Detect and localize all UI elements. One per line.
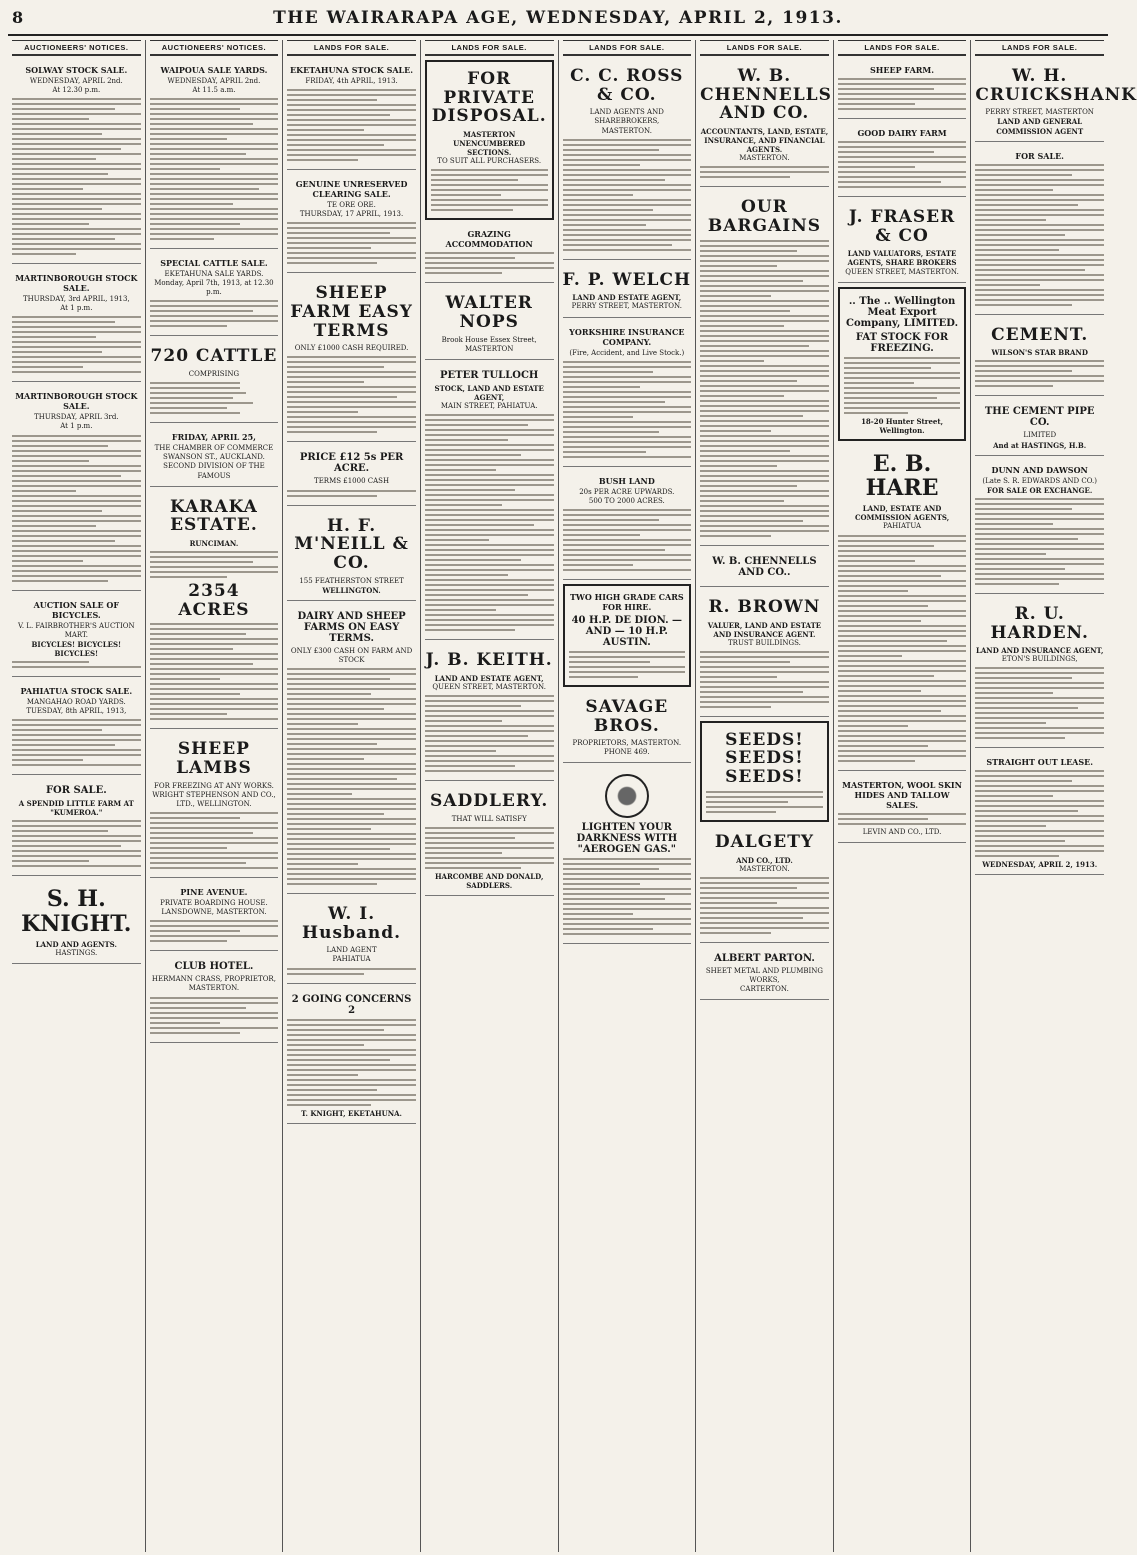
body-text-placeholder (563, 509, 692, 571)
ad-title: SAVAGE BROS. (585, 696, 669, 736)
body-text-placeholder (150, 98, 279, 240)
ad-title: 720 CATTLE (150, 346, 278, 367)
ad-good-dairy-farm (838, 123, 967, 197)
ad-subtitle: THURSDAY, APRIL 3rd. (34, 413, 119, 422)
ad-subtitle: RUNCIMAN. (189, 539, 239, 548)
body-text-placeholder (287, 222, 416, 264)
ad-subtitle: SHEET METAL AND PLUMBING WORKS, (705, 966, 824, 984)
ad-subtitle: FOR FREEZING AT ANY WORKS. (154, 781, 274, 790)
ad-title: SHEEP FARM EASY TERMS (290, 283, 413, 341)
body-text-placeholder (12, 316, 141, 373)
ad-subtitle: AND CO., LTD. (736, 855, 793, 865)
ad-title: W. I. Husband. (302, 903, 402, 943)
ad-our-bargains (700, 191, 829, 545)
ad-seeds (700, 721, 829, 822)
body-text-placeholder (287, 668, 416, 885)
body-text-placeholder (12, 98, 141, 255)
ad-time: QUEEN STREET, MASTERTON. (845, 267, 959, 276)
body-text-placeholder (150, 920, 279, 942)
ad-cruickshank (975, 60, 1137, 142)
ad-eketahuna-stock (287, 60, 416, 170)
column-header: LANDS FOR SALE. (563, 40, 692, 56)
ad-title: GENUINE UNRESERVED CLEARING SALE. (295, 179, 408, 200)
ad-subtitle: (Late S. R. EDWARDS AND CO.) (982, 476, 1097, 485)
ad-title: SHEEP LAMBS (176, 739, 252, 779)
column-2 (146, 40, 284, 1552)
masthead (8, 8, 1108, 36)
ad-time: And at HASTINGS, H.B. (993, 440, 1087, 450)
ad-time: PAHIATUA (883, 522, 922, 531)
ad-title: CLUB HOTEL. (174, 961, 254, 973)
ad-signature: LEVIN AND CO., LTD. (862, 827, 942, 836)
body-text-placeholder (975, 667, 1104, 739)
body-text-placeholder (975, 770, 1104, 857)
ad-title: SADDLERY. (430, 791, 549, 812)
body-text-placeholder (975, 360, 1104, 387)
ad-wellington-meat (838, 287, 967, 441)
ad-time: PERRY STREET, MASTERTON. (571, 302, 682, 311)
ad-title: F. P. WELCH (562, 269, 692, 290)
ad-address: 18-20 Hunter Street, Wellington. (861, 416, 944, 435)
body-text-placeholder (563, 139, 692, 251)
ad-subtitle: VALUER, LAND AND ESTATE AND INSURANCE AGENT. (707, 620, 822, 639)
column-6 (696, 40, 834, 1552)
body-text-placeholder (563, 858, 692, 935)
ad-720-cattle (150, 340, 279, 423)
ad-title: .. The .. Wellington Meat Export Company, LIMITED. (846, 295, 959, 329)
ad-hf-mneill (287, 510, 416, 601)
ad-subtitle: PERRY STREET, MASTERTON (985, 108, 1094, 117)
body-text-placeholder (150, 382, 279, 414)
ad-signature: T. KNIGHT, EKETAHUNA. (301, 1108, 402, 1118)
ad-title: WALTER NOPS (445, 293, 533, 333)
body-text-placeholder (838, 813, 967, 825)
body-text-placeholder (12, 719, 141, 766)
ad-time: WRIGHT STEPHENSON AND CO., LTD., WELLINGTON. (152, 790, 276, 809)
ad-subtitle: EKETAHUNA SALE YARDS. (164, 270, 264, 279)
ad-title: W. B. CHENNELLS AND CO.. (712, 555, 817, 578)
ad-title: BUSH LAND (598, 475, 655, 486)
body-text-placeholder (287, 356, 416, 433)
body-text-placeholder (425, 252, 554, 274)
ad-albert-parton (700, 947, 829, 1000)
column-header: AUCTIONEERS' NOTICES. (150, 40, 279, 56)
ad-time: At 11.5 a.m. (192, 86, 236, 95)
body-text-placeholder (700, 877, 829, 934)
column-header: AUCTIONEERS' NOTICES. (12, 40, 141, 56)
ad-aerogen-gas (563, 767, 692, 944)
ad-knight (12, 880, 141, 964)
body-text-placeholder (838, 141, 967, 188)
ad-karaka-estate (150, 491, 279, 730)
ad-subtitle: WEDNESDAY, APRIL 2nd. (167, 77, 261, 85)
ad-grazing (425, 224, 554, 283)
ad-cement-pipe (975, 400, 1104, 455)
ad-husband (287, 898, 416, 984)
ad-title: R. BROWN (708, 596, 821, 617)
ad-subtitle: ACCOUNTANTS, LAND, ESTATE, INSURANCE, AND FINANCIAL AGENTS. (700, 127, 829, 155)
ad-title: PETER TULLOCH (440, 370, 539, 381)
ad-subtitle: TERMS £1000 CASH (314, 477, 390, 486)
ad-title: J. B. KEITH. (425, 650, 553, 671)
body-text-placeholder (425, 414, 554, 631)
body-text-placeholder (12, 820, 141, 867)
ad-subtitle: V. L. FAIRBROTHER'S AUCTION MART. (18, 621, 135, 639)
body-text-placeholder (700, 166, 829, 178)
ad-title: EKETAHUNA STOCK SALE. (290, 65, 414, 75)
ad-acreage: 2354 ACRES (178, 581, 250, 620)
ad-subtitle: LAND AND INSURANCE AGENT, (975, 646, 1104, 656)
ad-title: DALGETY (714, 831, 815, 852)
column-header: LANDS FOR SALE. (838, 40, 967, 56)
ad-subtitle: STOCK, LAND AND ESTATE AGENT, (434, 384, 544, 403)
ad-time: Monday, April 7th, 1913, at 12.30 p.m. (154, 279, 274, 297)
ad-subtitle: WEDNESDAY, APRIL 2nd. (29, 77, 123, 85)
ad-saddlery (425, 785, 554, 896)
ad-title: W. B. CHENNELLS AND CO. (700, 66, 832, 124)
ad-title: 2 GOING CONCERNS 2 (291, 993, 412, 1016)
body-text-placeholder (150, 551, 279, 578)
ad-title: MARTINBOROUGH STOCK SALE. (15, 391, 138, 412)
ad-subtitle: MANGAHAO ROAD YARDS. (26, 697, 126, 706)
ad-title: YORKSHIRE INSURANCE COMPANY. (569, 326, 685, 347)
ad-title: FOR SALE. (45, 785, 107, 797)
column-1 (8, 40, 146, 1552)
ad-price (287, 446, 416, 505)
body-text-placeholder (150, 300, 279, 327)
body-text-placeholder (150, 623, 279, 720)
ad-subtitle: (Fire, Accident, and Live Stock.) (569, 348, 685, 357)
ad-special-cattle (150, 253, 279, 336)
ad-time: SECOND DIVISION OF THE FAMOUS (163, 462, 265, 480)
ad-time: ETON'S BUILDINGS, (1001, 655, 1078, 664)
ad-ru-harden (975, 598, 1104, 749)
ad-sheep-lambs (150, 733, 279, 878)
ad-time: HASTINGS. (55, 948, 98, 957)
ad-title: AUCTION SALE OF BICYCLES. (33, 599, 120, 620)
ad-subtitle: 20s PER ACRE UPWARDS. (579, 487, 675, 496)
ad-title: ALBERT PARTON. (714, 952, 815, 964)
ad-title: GOOD DAIRY FARM (857, 128, 947, 138)
ad-dunn-dawson (975, 460, 1104, 594)
body-text-placeholder (287, 490, 416, 497)
body-text-placeholder (975, 164, 1104, 306)
ad-time: TRUST BUILDINGS. (728, 638, 801, 647)
columns (8, 40, 1137, 1552)
ad-yorkshire (563, 322, 692, 467)
body-text-placeholder (838, 535, 967, 762)
lamp-illustration (605, 774, 649, 818)
ad-time: BICYCLES! BICYCLES! BICYCLES! (31, 639, 122, 658)
ad-title: PAHIATUA STOCK SALE. (20, 685, 133, 696)
column-8 (971, 40, 1137, 1552)
ad-subtitle: 155 FEATHERSTON STREET (299, 576, 404, 585)
ad-title: E. B. HARE (865, 450, 939, 502)
ad-title: PRICE £12 5s PER ACRE. (299, 452, 404, 475)
ad-time: FOR SALE OR EXCHANGE. (987, 485, 1093, 495)
ad-time: At 12.30 p.m. (52, 86, 101, 95)
ad-title: S. H. KNIGHT. (21, 886, 132, 937)
body-text-placeholder (425, 827, 554, 869)
newspaper-title: THE WAIRARAPA AGE, WEDNESDAY, APRIL 2, 1913. (273, 8, 843, 28)
ad-cars-for-hire (563, 584, 692, 687)
column-3 (283, 40, 421, 1552)
ad-title: THE CEMENT PIPE CO. (984, 406, 1095, 429)
ad-subtitle: Brook House Essex Street, (441, 335, 537, 344)
ad-jb-keith (425, 644, 554, 781)
ad-club-hotel (150, 955, 279, 1042)
ad-time: PAHIATUA (332, 955, 371, 964)
ad-title: GRAZING ACCOMMODATION (445, 229, 533, 250)
ad-time: MASTERTON (464, 344, 514, 353)
ad-subtitle: COMPRISING (188, 370, 240, 379)
ad-time: MASTERTON. (739, 864, 790, 873)
ad-martinborough-1 (12, 268, 141, 382)
ad-subtitle: ONLY £1000 CASH REQUIRED. (294, 344, 409, 353)
ad-subtitle: 40 H.P. DE DION. — AND — 10 H.P. AUSTIN. (571, 614, 683, 648)
page-number: 8 (12, 8, 24, 27)
ad-subtitle: HERMANN CRASS, PROPRIETOR, (151, 975, 276, 984)
ad-title: W. H. CRUICKSHANK (975, 66, 1137, 105)
ad-bicycles (12, 595, 141, 677)
ad-time: MASTERTON. (188, 984, 240, 993)
ad-title: SHEEP FARM. (870, 65, 935, 75)
ad-subtitle: A SPENDID LITTLE FARM AT "KUMEROA." (18, 799, 134, 818)
ad-title: DUNN AND DAWSON (991, 464, 1088, 475)
ad-title: LIGHTEN YOUR DARKNESS WITH "AEROGEN GAS." (576, 822, 678, 856)
ad-time: MASTERTON. (739, 154, 790, 163)
ad-subtitle: ONLY £300 CASH ON FARM AND STOCK (290, 646, 413, 664)
ad-straight-lease (975, 752, 1104, 875)
ad-time: THURSDAY, 17 APRIL, 1913. (299, 210, 404, 219)
ad-subtitle: WILSON'S STAR BRAND (991, 348, 1088, 358)
column-5 (559, 40, 697, 1552)
body-text-placeholder (287, 89, 416, 161)
ad-farm-kumeroa (12, 779, 141, 876)
ad-tulloch (425, 364, 554, 640)
ad-savage-bros (563, 691, 692, 764)
ad-title: WAIPOUA SALE YARDS. (160, 65, 268, 75)
column-header: LANDS FOR SALE. (700, 40, 829, 56)
ad-signature: HARCOMBE AND DONALD, SADDLERS. (434, 871, 544, 891)
body-text-placeholder (150, 812, 279, 869)
ad-fp-welch (563, 264, 692, 318)
body-text-placeholder (706, 791, 823, 813)
ad-fraser (838, 201, 967, 283)
ad-date: WEDNESDAY, APRIL 2, 1913. (982, 860, 1098, 870)
ad-subtitle: THURSDAY, 3rd APRIL, 1913, (22, 295, 130, 304)
ad-cc-ross (563, 60, 692, 260)
body-text-placeholder (150, 997, 279, 1034)
ad-time: CARTERTON. (740, 984, 789, 993)
ad-time: TUESDAY, 8th APRIL, 1913, (26, 707, 127, 716)
ad-subtitle: LAND AGENT (326, 946, 377, 955)
ad-subtitle: FRIDAY, 4th APRIL, 1913. (305, 77, 398, 85)
body-text-placeholder (12, 661, 141, 668)
ad-subtitle: PROPRIETORS, MASTERTON. (572, 739, 682, 748)
ad-title: SPECIAL CATTLE SALE. (160, 258, 268, 269)
ad-title: STRAIGHT OUT LEASE. (986, 757, 1094, 768)
body-text-placeholder (12, 435, 141, 582)
ad-title: TWO HIGH GRADE CARS FOR HIRE. (569, 591, 684, 612)
ad-clearing-sale (287, 174, 416, 273)
body-text-placeholder (425, 695, 554, 772)
ad-subtitle: LAND, ESTATE AND COMMISSION AGENTS, (854, 504, 950, 523)
ad-title: MASTERTON, WOOL SKIN HIDES AND TALLOW SALES. (842, 779, 962, 810)
ad-subtitle: LAND AND ESTATE AGENT, (572, 293, 682, 303)
ad-bush-land (563, 471, 692, 580)
body-text-placeholder (569, 651, 686, 678)
ad-title: PINE AVENUE. (180, 887, 248, 898)
ad-sheep-farm-easy-terms (287, 277, 416, 442)
ad-title: R. U. HARDEN. (990, 603, 1089, 643)
ad-subtitle: LAND AGENTS AND SHAREBROKERS, (589, 108, 664, 126)
ad-martinborough-2 (12, 386, 141, 590)
ad-title: FRIDAY, APRIL 25, (171, 432, 256, 443)
ad-subtitle: LIMITED (1023, 431, 1057, 440)
ad-title: MARTINBOROUGH STOCK SALE. (15, 273, 138, 294)
ad-title: FOR SALE. (1015, 150, 1064, 161)
ad-title: SOLWAY STOCK SALE. (25, 65, 128, 75)
body-text-placeholder (563, 361, 692, 458)
ad-title: OUR BARGAINS (707, 197, 822, 237)
ad-r-brown (700, 591, 829, 717)
ad-time: TO SUIT ALL PURCHASERS. (437, 157, 542, 166)
ad-title: C. C. ROSS & CO. (570, 66, 684, 105)
ad-time: LAND AND GENERAL COMMISSION AGENT (996, 117, 1084, 136)
ad-title: H. F. M'NEILL & CO. (294, 515, 409, 573)
ad-subtitle: THE CHAMBER OF COMMERCE SWANSON ST., AUCKLAND. (154, 444, 274, 462)
body-text-placeholder (700, 651, 829, 708)
ad-time: At 1 p.m. (60, 304, 93, 313)
ad-time: PHONE 469. (604, 748, 650, 757)
ad-cement (975, 319, 1104, 397)
ad-chennells-2 (700, 550, 829, 587)
body-text-placeholder (287, 968, 416, 975)
body-text-placeholder (431, 169, 548, 211)
ad-friday-april (150, 427, 279, 486)
column-header: LANDS FOR SALE. (287, 40, 416, 56)
ad-waipoua (150, 60, 279, 249)
ad-for-sale (975, 146, 1104, 315)
ad-title: J. FRASER & CO (848, 207, 956, 246)
body-text-placeholder (700, 240, 829, 537)
body-text-placeholder (287, 1019, 416, 1106)
body-text-placeholder (838, 78, 967, 110)
ad-pahiatua-stock (12, 681, 141, 775)
ad-title: DAIRY AND SHEEP FARMS ON EASY TERMS. (297, 610, 406, 644)
ad-walter-nops (425, 287, 554, 360)
ad-time: MAIN STREET, PAHIATUA. (440, 402, 538, 411)
ad-time: WELLINGTON. (322, 585, 381, 595)
ad-subtitle: PRIVATE BOARDING HOUSE. (160, 899, 268, 908)
body-text-placeholder (975, 498, 1104, 585)
ad-subtitle: THAT WILL SATISFY (451, 814, 527, 823)
ad-subtitle: TE ORE ORE. (327, 201, 376, 210)
ad-time: MASTERTON. (601, 126, 652, 135)
column-4 (421, 40, 559, 1552)
ad-time: LANSDOWNE, MASTERTON. (161, 908, 267, 917)
ad-going-concerns (287, 988, 416, 1124)
ad-dalgety (700, 826, 829, 943)
ad-wool-sales (838, 775, 967, 843)
ad-private-disposal (425, 60, 554, 220)
ad-title: FOR PRIVATE DISPOSAL. (431, 69, 547, 127)
ad-eb-hare (838, 445, 967, 771)
ad-subtitle: FAT STOCK FOR FREEZING. (855, 331, 949, 354)
column-header: LANDS FOR SALE. (425, 40, 554, 56)
ad-subtitle: MASTERTON UNENCUMBERED SECTIONS. (453, 130, 526, 158)
ad-solway-stock-sale (12, 60, 141, 264)
ad-subtitle: LAND AND ESTATE AGENT, (434, 673, 544, 683)
ad-title: KARAKA ESTATE. (170, 496, 258, 536)
ad-time: 500 TO 2000 ACRES. (588, 496, 665, 505)
ad-pine-avenue (150, 882, 279, 951)
ad-chennells (700, 60, 832, 187)
body-text-placeholder (844, 357, 961, 414)
ad-subtitle: LAND VALUATORS, ESTATE AGENTS, SHARE BROKERS (847, 249, 957, 268)
ad-subtitle: LAND AND AGENTS. (35, 939, 117, 949)
ad-time: At 1 p.m. (60, 422, 93, 431)
ad-dairy-sheep-farms (287, 605, 416, 894)
ad-title: SEEDS! SEEDS! SEEDS! (725, 729, 804, 788)
column-7 (834, 40, 972, 1552)
ad-sheep-farm (838, 60, 967, 119)
column-header: LANDS FOR SALE. (975, 40, 1104, 56)
ad-title: CEMENT. (991, 324, 1089, 345)
ad-time: QUEEN STREET, MASTERTON. (432, 683, 546, 692)
